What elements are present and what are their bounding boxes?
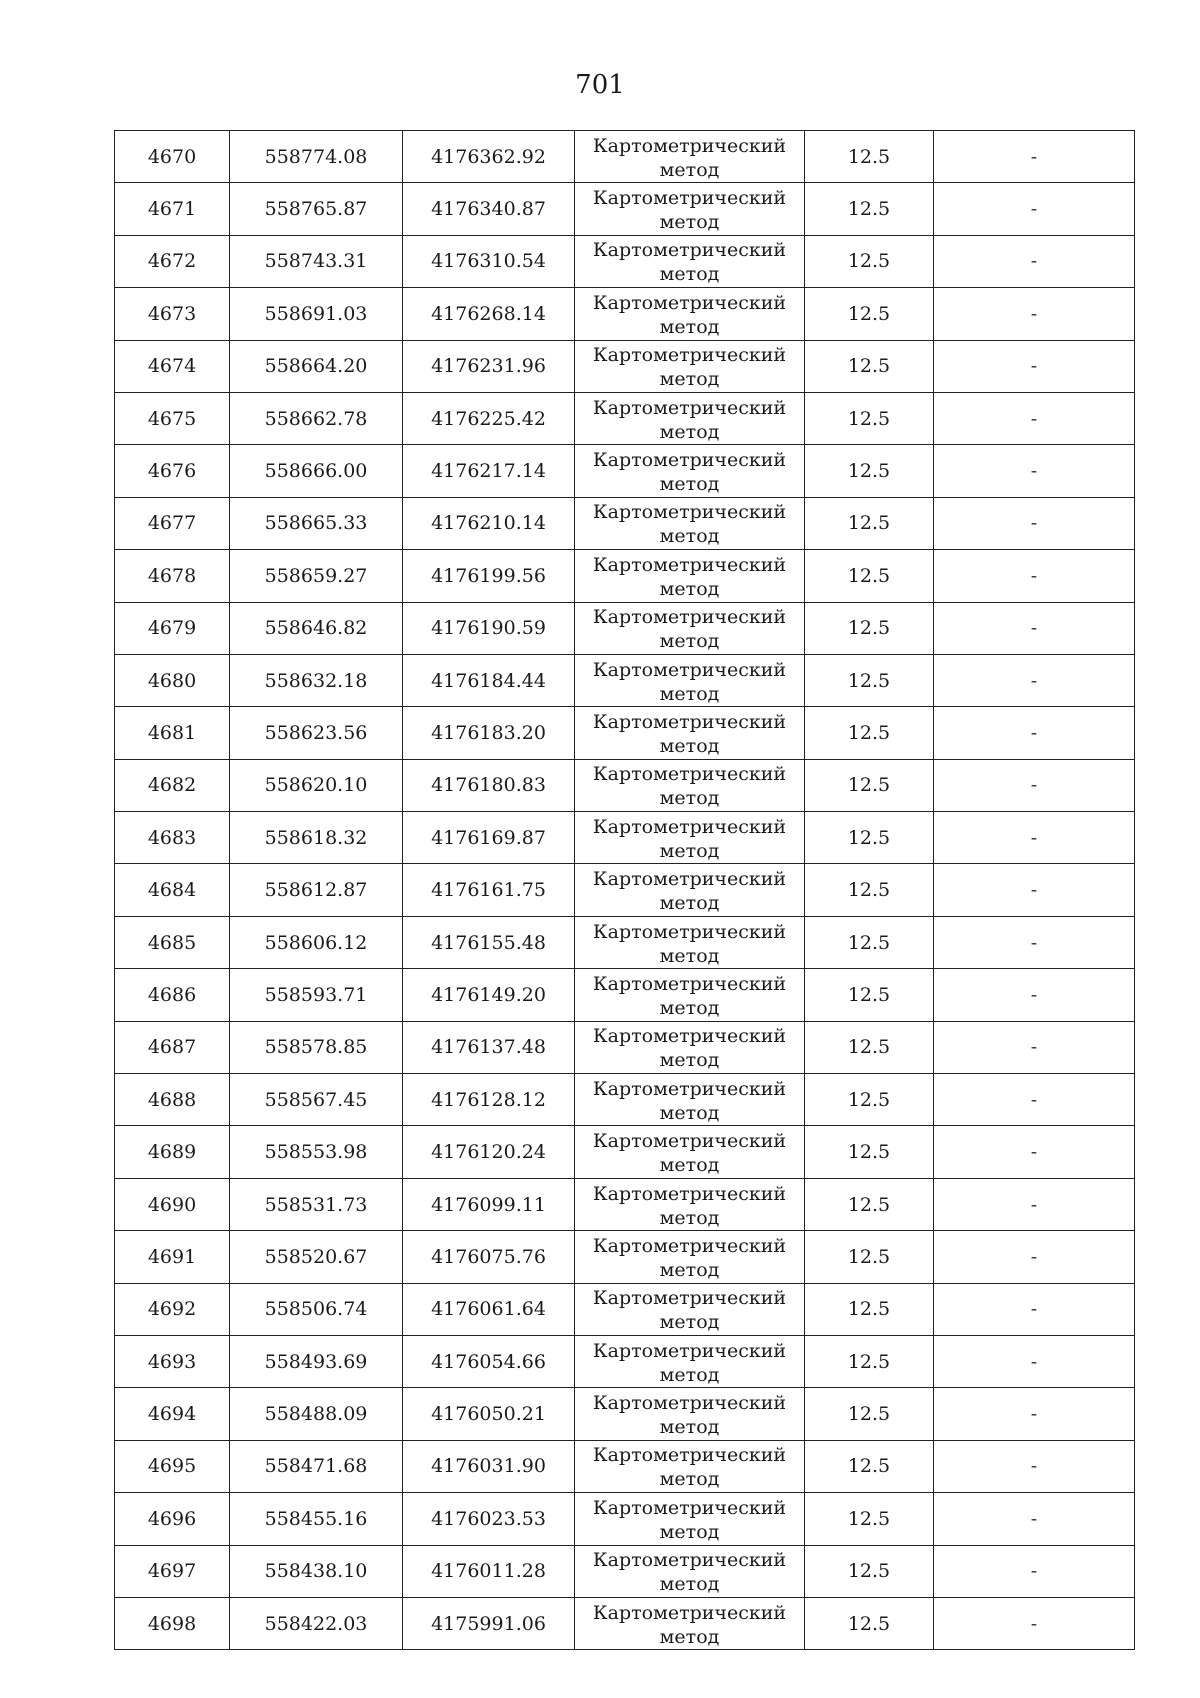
method-line-1: Картометрический [592,815,787,838]
method-line-2: метод [659,787,720,810]
cell-accuracy: 12.5 [805,1440,934,1492]
cell-y-coordinate: 4176161.75 [403,864,575,916]
cell-method [575,812,805,864]
method-line-1: Картометрический [592,1444,787,1467]
method-line-1: Картометрический [592,1130,787,1153]
cell-x-coordinate: 558612.87 [230,864,403,916]
method-line-2: метод [659,734,720,757]
method-line-1: Картометрический [592,1025,787,1048]
method-line-1: Картометрический [592,501,787,524]
cell-x-coordinate: 558422.03 [230,1597,403,1649]
method-line-1: Картометрический [592,291,787,314]
cell-accuracy: 12.5 [805,445,934,497]
cell-y-coordinate: 4176023.53 [403,1493,575,1545]
method-line-2: метод [659,1363,720,1386]
cell-accuracy: 12.5 [805,1388,934,1440]
cell-x-coordinate: 558662.78 [230,392,403,444]
cell-accuracy: 12.5 [805,812,934,864]
method-line-2: метод [659,1154,720,1177]
cell-method [575,1074,805,1126]
cell-accuracy: 12.5 [805,707,934,759]
table-row [115,1597,1135,1649]
method-line-1: Картометрический [592,134,787,157]
cell-accuracy: 12.5 [805,916,934,968]
cell-method [575,1440,805,1492]
cell-note: - [934,235,1135,287]
cell-method [575,288,805,340]
cell-y-coordinate: 4176184.44 [403,654,575,706]
table-row [115,131,1135,183]
cell-point-number: 4670 [115,131,230,183]
table-row [115,235,1135,287]
table-row [115,707,1135,759]
cell-y-coordinate: 4176075.76 [403,1231,575,1283]
cell-x-coordinate: 558632.18 [230,654,403,706]
page-number: 701 [575,70,625,100]
cell-x-coordinate: 558765.87 [230,183,403,235]
cell-x-coordinate: 558455.16 [230,1493,403,1545]
cell-point-number: 4673 [115,288,230,340]
cell-method [575,340,805,392]
method-line-1: Картометрический [592,972,787,995]
cell-accuracy: 12.5 [805,1493,934,1545]
cell-y-coordinate: 4175991.06 [403,1597,575,1649]
cell-note: - [934,1493,1135,1545]
cell-y-coordinate: 4176099.11 [403,1178,575,1230]
cell-x-coordinate: 558691.03 [230,288,403,340]
cell-point-number: 4681 [115,707,230,759]
cell-method [575,392,805,444]
method-line-2: метод [659,577,720,600]
cell-y-coordinate: 4176199.56 [403,550,575,602]
cell-method [575,1388,805,1440]
cell-x-coordinate: 558578.85 [230,1021,403,1073]
cell-method [575,1335,805,1387]
method-line-2: метод [659,1625,720,1648]
cell-method [575,1493,805,1545]
cell-y-coordinate: 4176310.54 [403,235,575,287]
cell-y-coordinate: 4176120.24 [403,1126,575,1178]
table-row [115,550,1135,602]
cell-point-number: 4689 [115,1126,230,1178]
cell-note: - [934,497,1135,549]
cell-note: - [934,1597,1135,1649]
cell-note: - [934,1074,1135,1126]
cell-note: - [934,812,1135,864]
cell-x-coordinate: 558623.56 [230,707,403,759]
method-line-2: метод [659,368,720,391]
method-line-1: Картометрический [592,553,787,576]
method-line-1: Картометрический [592,187,787,210]
table-row [115,602,1135,654]
cell-note: - [934,654,1135,706]
cell-note: - [934,1388,1135,1440]
cell-note: - [934,1178,1135,1230]
cell-note: - [934,183,1135,235]
method-line-1: Картометрический [592,396,787,419]
cell-point-number: 4675 [115,392,230,444]
cell-x-coordinate: 558743.31 [230,235,403,287]
cell-accuracy: 12.5 [805,497,934,549]
table-row [115,1440,1135,1492]
cell-y-coordinate: 4176210.14 [403,497,575,549]
table-row [115,1074,1135,1126]
method-line-1: Картометрический [592,1234,787,1257]
cell-accuracy: 12.5 [805,1545,934,1597]
cell-y-coordinate: 4176190.59 [403,602,575,654]
coordinates-table [114,130,1135,1650]
method-line-1: Картометрический [592,1182,787,1205]
table-row [115,1545,1135,1597]
cell-y-coordinate: 4176054.66 [403,1335,575,1387]
method-line-2: метод [659,839,720,862]
cell-y-coordinate: 4176061.64 [403,1283,575,1335]
table-row [115,392,1135,444]
cell-note: - [934,602,1135,654]
cell-y-coordinate: 4176031.90 [403,1440,575,1492]
cell-method [575,1231,805,1283]
method-line-1: Картометрический [592,239,787,262]
table-row [115,969,1135,1021]
table-row [115,812,1135,864]
cell-y-coordinate: 4176362.92 [403,131,575,183]
cell-y-coordinate: 4176155.48 [403,916,575,968]
method-line-1: Картометрический [592,1601,787,1624]
cell-note: - [934,1283,1135,1335]
table-row [115,1126,1135,1178]
method-line-2: метод [659,525,720,548]
cell-note: - [934,759,1135,811]
method-line-2: метод [659,892,720,915]
cell-x-coordinate: 558438.10 [230,1545,403,1597]
cell-method [575,1021,805,1073]
cell-accuracy: 12.5 [805,1283,934,1335]
cell-x-coordinate: 558664.20 [230,340,403,392]
cell-y-coordinate: 4176137.48 [403,1021,575,1073]
cell-note: - [934,288,1135,340]
cell-point-number: 4679 [115,602,230,654]
cell-point-number: 4693 [115,1335,230,1387]
cell-method [575,550,805,602]
method-line-2: метод [659,1258,720,1281]
cell-method [575,707,805,759]
table-row [115,1283,1135,1335]
cell-point-number: 4692 [115,1283,230,1335]
cell-accuracy: 12.5 [805,392,934,444]
cell-accuracy: 12.5 [805,1074,934,1126]
cell-point-number: 4695 [115,1440,230,1492]
cell-note: - [934,340,1135,392]
cell-method [575,183,805,235]
cell-note: - [934,550,1135,602]
cell-note: - [934,1335,1135,1387]
method-line-2: метод [659,1573,720,1596]
cell-note: - [934,916,1135,968]
cell-accuracy: 12.5 [805,864,934,916]
cell-point-number: 4694 [115,1388,230,1440]
cell-accuracy: 12.5 [805,1597,934,1649]
cell-point-number: 4688 [115,1074,230,1126]
cell-x-coordinate: 558665.33 [230,497,403,549]
cell-point-number: 4672 [115,235,230,287]
cell-point-number: 4696 [115,1493,230,1545]
cell-x-coordinate: 558666.00 [230,445,403,497]
cell-point-number: 4697 [115,1545,230,1597]
cell-y-coordinate: 4176340.87 [403,183,575,235]
method-line-1: Картометрический [592,344,787,367]
table-row [115,1021,1135,1073]
method-line-1: Картометрический [592,710,787,733]
method-line-1: Картометрический [592,658,787,681]
cell-x-coordinate: 558593.71 [230,969,403,1021]
cell-note: - [934,707,1135,759]
cell-point-number: 4680 [115,654,230,706]
method-line-2: метод [659,420,720,443]
cell-accuracy: 12.5 [805,131,934,183]
cell-accuracy: 12.5 [805,759,934,811]
cell-method [575,1126,805,1178]
cell-method [575,497,805,549]
cell-x-coordinate: 558471.68 [230,1440,403,1492]
cell-method [575,445,805,497]
cell-x-coordinate: 558620.10 [230,759,403,811]
cell-point-number: 4690 [115,1178,230,1230]
cell-note: - [934,131,1135,183]
cell-accuracy: 12.5 [805,550,934,602]
cell-method [575,602,805,654]
cell-method [575,1597,805,1649]
cell-point-number: 4687 [115,1021,230,1073]
cell-note: - [934,1126,1135,1178]
cell-x-coordinate: 558774.08 [230,131,403,183]
cell-method [575,1178,805,1230]
cell-accuracy: 12.5 [805,1178,934,1230]
cell-method [575,759,805,811]
cell-y-coordinate: 4176128.12 [403,1074,575,1126]
method-line-1: Картометрический [592,449,787,472]
cell-note: - [934,864,1135,916]
cell-accuracy: 12.5 [805,1021,934,1073]
method-line-2: метод [659,263,720,286]
cell-y-coordinate: 4176183.20 [403,707,575,759]
cell-x-coordinate: 558506.74 [230,1283,403,1335]
method-line-1: Картометрический [592,1339,787,1362]
method-line-2: метод [659,1311,720,1334]
cell-point-number: 4686 [115,969,230,1021]
table-row [115,759,1135,811]
cell-accuracy: 12.5 [805,183,934,235]
method-line-1: Картометрический [592,1496,787,1519]
table-row [115,1178,1135,1230]
cell-x-coordinate: 558531.73 [230,1178,403,1230]
cell-accuracy: 12.5 [805,288,934,340]
cell-note: - [934,392,1135,444]
table-body [115,131,1135,1650]
cell-accuracy: 12.5 [805,1335,934,1387]
cell-method [575,1545,805,1597]
cell-note: - [934,1021,1135,1073]
cell-point-number: 4682 [115,759,230,811]
table-row [115,1335,1135,1387]
cell-note: - [934,1545,1135,1597]
method-line-1: Картометрический [592,1077,787,1100]
method-line-2: метод [659,630,720,653]
cell-note: - [934,1231,1135,1283]
method-line-2: метод [659,682,720,705]
cell-method [575,235,805,287]
cell-y-coordinate: 4176217.14 [403,445,575,497]
cell-point-number: 4691 [115,1231,230,1283]
table-row [115,864,1135,916]
table-row [115,445,1135,497]
method-line-1: Картометрический [592,1392,787,1415]
method-line-2: метод [659,1468,720,1491]
cell-method [575,969,805,1021]
method-line-2: метод [659,944,720,967]
method-line-2: метод [659,1101,720,1124]
cell-method [575,864,805,916]
cell-point-number: 4671 [115,183,230,235]
method-line-1: Картометрический [592,1287,787,1310]
method-line-2: метод [659,1520,720,1543]
table-row [115,340,1135,392]
cell-x-coordinate: 558520.67 [230,1231,403,1283]
table-row [115,654,1135,706]
cell-x-coordinate: 558606.12 [230,916,403,968]
cell-method [575,131,805,183]
method-line-1: Картометрический [592,1549,787,1572]
table-row [115,497,1135,549]
method-line-2: метод [659,211,720,234]
cell-x-coordinate: 558646.82 [230,602,403,654]
cell-point-number: 4678 [115,550,230,602]
cell-y-coordinate: 4176231.96 [403,340,575,392]
cell-accuracy: 12.5 [805,235,934,287]
cell-point-number: 4698 [115,1597,230,1649]
table-row [115,1493,1135,1545]
cell-y-coordinate: 4176225.42 [403,392,575,444]
cell-point-number: 4677 [115,497,230,549]
cell-x-coordinate: 558553.98 [230,1126,403,1178]
cell-x-coordinate: 558618.32 [230,812,403,864]
cell-accuracy: 12.5 [805,969,934,1021]
table-row [115,1388,1135,1440]
cell-note: - [934,969,1135,1021]
cell-y-coordinate: 4176180.83 [403,759,575,811]
table-row [115,1231,1135,1283]
cell-accuracy: 12.5 [805,340,934,392]
method-line-2: метод [659,158,720,181]
method-line-1: Картометрический [592,763,787,786]
method-line-2: метод [659,1049,720,1072]
cell-note: - [934,1440,1135,1492]
method-line-2: метод [659,1416,720,1439]
cell-point-number: 4676 [115,445,230,497]
method-line-1: Картометрический [592,606,787,629]
cell-method [575,1283,805,1335]
method-line-2: метод [659,315,720,338]
cell-note: - [934,445,1135,497]
table-row [115,916,1135,968]
method-line-2: метод [659,996,720,1019]
cell-point-number: 4683 [115,812,230,864]
cell-accuracy: 12.5 [805,654,934,706]
cell-point-number: 4674 [115,340,230,392]
method-line-2: метод [659,473,720,496]
cell-point-number: 4685 [115,916,230,968]
cell-point-number: 4684 [115,864,230,916]
cell-accuracy: 12.5 [805,1231,934,1283]
cell-y-coordinate: 4176050.21 [403,1388,575,1440]
table-row [115,183,1135,235]
cell-method [575,916,805,968]
cell-x-coordinate: 558488.09 [230,1388,403,1440]
method-line-1: Картометрический [592,868,787,891]
cell-y-coordinate: 4176268.14 [403,288,575,340]
cell-x-coordinate: 558659.27 [230,550,403,602]
cell-method [575,654,805,706]
table-row [115,288,1135,340]
cell-x-coordinate: 558567.45 [230,1074,403,1126]
cell-accuracy: 12.5 [805,602,934,654]
cell-y-coordinate: 4176011.28 [403,1545,575,1597]
cell-y-coordinate: 4176169.87 [403,812,575,864]
method-line-1: Картометрический [592,920,787,943]
cell-y-coordinate: 4176149.20 [403,969,575,1021]
cell-x-coordinate: 558493.69 [230,1335,403,1387]
cell-accuracy: 12.5 [805,1126,934,1178]
method-line-2: метод [659,1206,720,1229]
